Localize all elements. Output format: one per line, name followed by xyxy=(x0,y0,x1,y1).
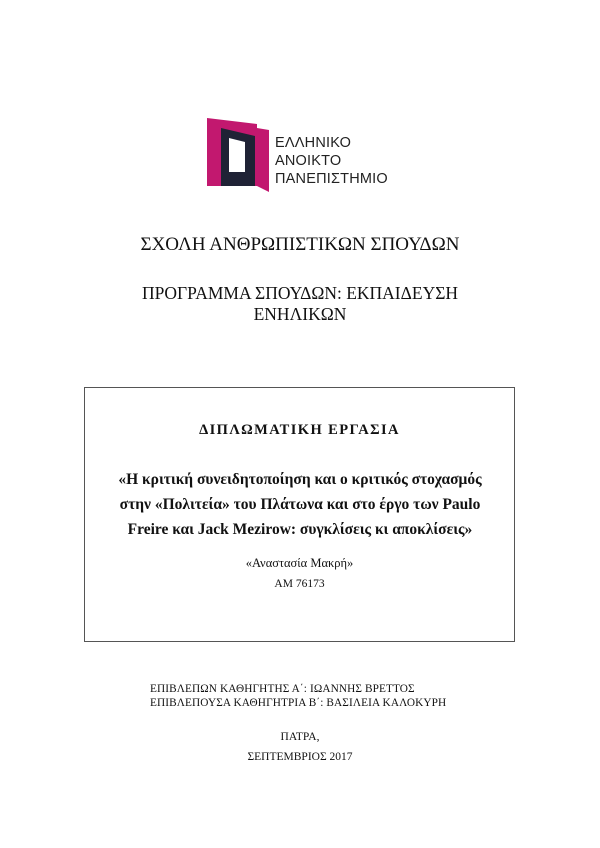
author-name: «Αναστασία Μακρή» xyxy=(245,556,354,570)
program-title xyxy=(0,283,600,325)
thesis-title xyxy=(99,467,501,542)
logo-wordmark xyxy=(275,134,388,188)
supervisor-b: ΕΠΙΒΛΕΠΟΥΣΑ ΚΑΘΗΓΗΤΡΙΑ Β΄: ΒΑΣΙΛΕΙΑ ΚΑΛΟΚΥΡΗ xyxy=(150,696,447,709)
supervisor-a: ΕΠΙΒΛΕΠΩΝ ΚΑΘΗΓΗΤΗΣ Α΄: ΙΩΑΝΝΗΣ ΒΡΕΤΤΟΣ xyxy=(150,683,415,695)
thesis-title-line-2: στην «Πολιτεία» του Πλάτωνα και στο έργο των Paulo xyxy=(119,496,481,513)
program-line-2: ΕΝΗΛΙΚΩΝ xyxy=(253,304,347,324)
student-id: ΑΜ 76173 xyxy=(274,578,325,590)
university-emblem-icon xyxy=(207,116,277,192)
place: ΠΑΤΡΑ, xyxy=(280,731,320,743)
logo-line-3: ΠΑΝΕΠΙΣΤΗΜΙΟ xyxy=(275,171,388,187)
thesis-frame xyxy=(84,387,515,642)
date: ΣΕΠΤΕΜΒΡΙΟΣ 2017 xyxy=(247,751,353,763)
program-line-1: ΠΡΟΓΡΑΜΜΑ ΣΠΟΥΔΩΝ: ΕΚΠΑΙΔΕΥΣΗ xyxy=(141,283,459,303)
logo-line-2: ΑΝΟΙΚΤΟ xyxy=(275,153,342,169)
school-name: ΣΧΟΛΗ ΑΝΘΡΩΠΙΣΤΙΚΩΝ ΣΠΟΥΔΩΝ xyxy=(140,234,460,255)
thesis-title-line-1: «Η κριτική συνειδητοποίηση και ο κριτικός στοχασμός xyxy=(118,471,482,488)
place-date xyxy=(0,727,600,767)
thesis-title-line-3: Freire και Jack Mezirow: συγκλίσεις κι αποκλίσεις» xyxy=(127,521,473,538)
logo-line-1: ΕΛΛΗΝΙΚΟ xyxy=(275,135,352,151)
university-logo xyxy=(207,116,407,192)
thesis-type: ΔΙΠΛΩΜΑΤΙΚΗ ΕΡΓΑΣΙΑ xyxy=(199,422,400,438)
supervisors xyxy=(150,683,480,710)
